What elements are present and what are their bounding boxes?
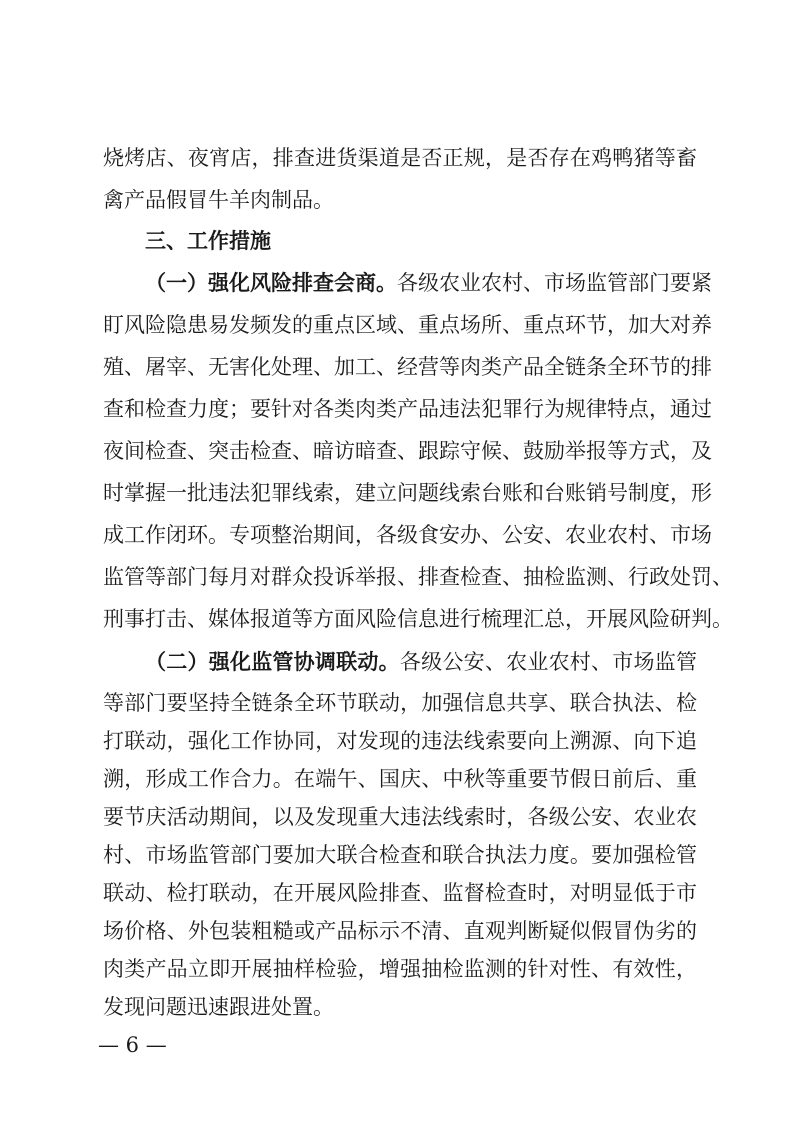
body-text-line: 查和检查力度；要针对各类肉类产品违法犯罪行为规律特点，通过 (103, 397, 712, 421)
paragraph-first-line (145, 268, 712, 298)
body-text-line: 夜间检查、突击检查、暗访暗查、跟踪守候、鼓励举报等方式，及 (103, 439, 712, 463)
paragraph-first-line (145, 647, 697, 677)
body-text-line: 成工作闭环。专项整治期间，各级食安办、公安、农业农村、市场 (103, 523, 712, 547)
paragraph-lead: （一）强化风险排查会商。 (145, 271, 397, 295)
paragraph-lead: （二）强化监管协调联动。 (145, 650, 400, 674)
body-text-line: 发现问题迅速跟进处置。 (103, 995, 334, 1019)
paragraph-text: 各级农业农村、市场监管部门要紧 (397, 271, 712, 295)
body-text-line: 烧烤店、夜宵店，排查进货渠道是否正规，是否存在鸡鸭猪等畜 (103, 146, 697, 170)
body-text-line: 监管等部门每月对群众投诉举报、排查检查、抽检监测、行政处罚、 (103, 565, 733, 589)
body-text-line: 禽产品假冒牛羊肉制品。 (103, 188, 334, 212)
body-text-line: 村、市场监管部门要加大联合检查和联合执法力度。要加强检管 (103, 843, 697, 867)
body-text-line: 联动、检打联动，在开展风险排查、监督检查时，对明显低于市 (103, 881, 697, 905)
section-heading: 三、工作措施 (145, 229, 271, 253)
body-text-line: 打联动，强化工作协同，对发现的违法线索要向上溯源、向下追 (103, 729, 697, 753)
body-text-line: 溯，形成工作合力。在端午、国庆、中秋等重要节假日前后、重 (103, 767, 697, 791)
body-text-line: 时掌握一批违法犯罪线索，建立问题线索台账和台账销号制度，形 (103, 481, 712, 505)
body-text-line: 殖、屠宰、无害化处理、加工、经营等肉类产品全链条全环节的排 (103, 355, 712, 379)
body-text-line: 要节庆活动期间，以及发现重大违法线索时，各级公安、农业农 (103, 805, 697, 829)
page-number: — 6 — (98, 1033, 167, 1057)
body-text-line: 等部门要坚持全链条全环节联动，加强信息共享、联合执法、检 (103, 691, 697, 715)
body-text-line: 刑事打击、媒体报道等方面风险信息进行梳理汇总，开展风险研判。 (103, 607, 733, 631)
paragraph-text: 各级公安、农业农村、市场监管 (399, 650, 698, 674)
body-text-line: 肉类产品立即开展抽样检验，增强抽检监测的针对性、有效性， (103, 957, 697, 981)
body-text-line: 盯风险隐患易发频发的重点区域、重点场所、重点环节，加大对养 (103, 313, 712, 337)
body-text-line: 场价格、外包装粗糙或产品标示不清、直观判断疑似假冒伪劣的 (103, 919, 697, 943)
